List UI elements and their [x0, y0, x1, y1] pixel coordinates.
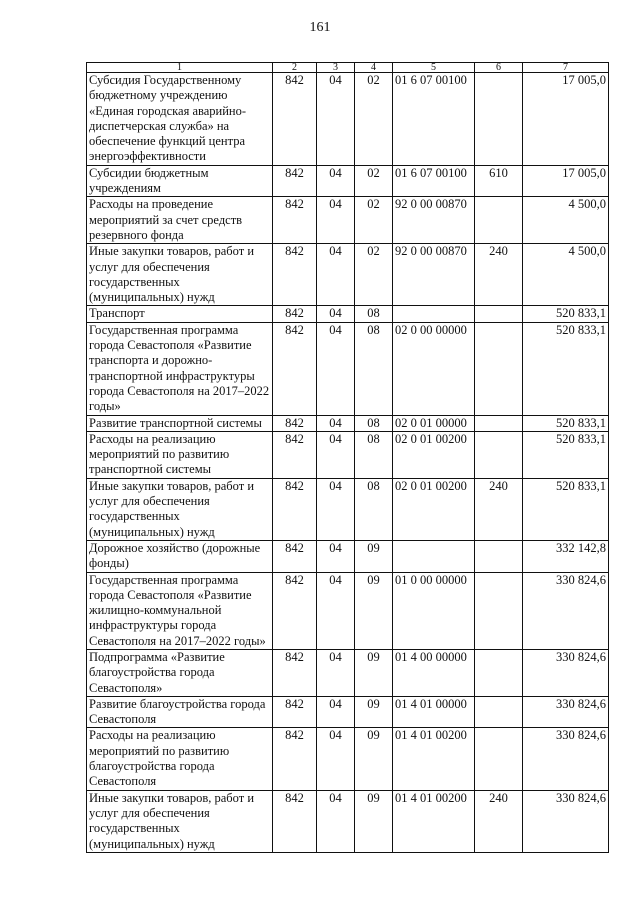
- subsection-cell: 09: [355, 790, 393, 852]
- table-row: [87, 696, 609, 728]
- section-cell: 04: [317, 696, 355, 728]
- table-row: [87, 73, 609, 166]
- admin-code-cell: 842: [273, 728, 317, 790]
- row-name-cell: Иные закупки товаров, работ и услуг для обеспечения государственных (муниципальных) нужд: [87, 790, 273, 852]
- expense-type-cell: [475, 431, 523, 478]
- expense-type-cell: [475, 73, 523, 166]
- amount-cell: 520 833,1: [523, 478, 609, 540]
- amount-cell: 4 500,0: [523, 197, 609, 244]
- subsection-cell: 09: [355, 649, 393, 696]
- section-cell: 04: [317, 306, 355, 322]
- table-row: [87, 728, 609, 790]
- amount-cell: 330 824,6: [523, 728, 609, 790]
- subsection-cell: 09: [355, 572, 393, 649]
- section-cell: 04: [317, 540, 355, 572]
- column-header: 1: [87, 63, 273, 73]
- section-cell: 04: [317, 244, 355, 306]
- expense-type-cell: [475, 415, 523, 431]
- row-name-cell: Государственная программа города Севастополя «Развитие транспорта и дорожно-транспортной инфраструктуры города Севастополя на 2017–2022 годы»: [87, 322, 273, 415]
- column-header: 7: [523, 63, 609, 73]
- row-name-cell: Дорожное хозяйство (дорожные фонды): [87, 540, 273, 572]
- section-cell: 04: [317, 415, 355, 431]
- expense-type-cell: [475, 197, 523, 244]
- amount-cell: 17 005,0: [523, 73, 609, 166]
- table-header-row: [87, 63, 609, 73]
- expense-type-cell: [475, 540, 523, 572]
- expense-type-cell: 610: [475, 165, 523, 197]
- target-article-cell: 92 0 00 00870: [393, 244, 475, 306]
- target-article-cell: 02 0 01 00200: [393, 478, 475, 540]
- expense-type-cell: [475, 322, 523, 415]
- column-header: 4: [355, 63, 393, 73]
- admin-code-cell: 842: [273, 306, 317, 322]
- amount-cell: 330 824,6: [523, 649, 609, 696]
- subsection-cell: 08: [355, 306, 393, 322]
- budget-table: [86, 62, 609, 853]
- table-row: [87, 415, 609, 431]
- admin-code-cell: 842: [273, 415, 317, 431]
- expense-type-cell: 240: [475, 478, 523, 540]
- target-article-cell: 02 0 00 00000: [393, 322, 475, 415]
- expense-type-cell: [475, 572, 523, 649]
- table-row: [87, 431, 609, 478]
- target-article-cell: 01 4 01 00200: [393, 728, 475, 790]
- target-article-cell: 01 6 07 00100: [393, 73, 475, 166]
- subsection-cell: 08: [355, 431, 393, 478]
- admin-code-cell: 842: [273, 572, 317, 649]
- table-row: [87, 649, 609, 696]
- section-cell: 04: [317, 728, 355, 790]
- admin-code-cell: 842: [273, 197, 317, 244]
- row-name-cell: Развитие благоустройства города Севастополя: [87, 696, 273, 728]
- subsection-cell: 02: [355, 73, 393, 166]
- row-name-cell: Иные закупки товаров, работ и услуг для обеспечения государственных (муниципальных) нужд: [87, 244, 273, 306]
- admin-code-cell: 842: [273, 478, 317, 540]
- row-name-cell: Субсидия Государственному бюджетному учреждению «Единая городская аварийно-диспетчерская служба» на обеспечение функций центра энергоэффективности: [87, 73, 273, 166]
- amount-cell: 4 500,0: [523, 244, 609, 306]
- expense-type-cell: 240: [475, 244, 523, 306]
- subsection-cell: 09: [355, 696, 393, 728]
- admin-code-cell: 842: [273, 73, 317, 166]
- target-article-cell: 02 0 01 00000: [393, 415, 475, 431]
- amount-cell: 520 833,1: [523, 322, 609, 415]
- admin-code-cell: 842: [273, 244, 317, 306]
- row-name-cell: Развитие транспортной системы: [87, 415, 273, 431]
- section-cell: 04: [317, 649, 355, 696]
- expense-type-cell: [475, 306, 523, 322]
- admin-code-cell: 842: [273, 649, 317, 696]
- row-name-cell: Государственная программа города Севастополя «Развитие жилищно-коммунальной инфраструктуры города Севастополя на 2017–2022 годы»: [87, 572, 273, 649]
- section-cell: 04: [317, 572, 355, 649]
- section-cell: 04: [317, 790, 355, 852]
- subsection-cell: 09: [355, 540, 393, 572]
- amount-cell: 330 824,6: [523, 790, 609, 852]
- table-row: [87, 540, 609, 572]
- target-article-cell: 92 0 00 00870: [393, 197, 475, 244]
- section-cell: 04: [317, 478, 355, 540]
- amount-cell: 520 833,1: [523, 306, 609, 322]
- table-row: [87, 790, 609, 852]
- row-name-cell: Расходы на реализацию мероприятий по развитию благоустройства города Севастополя: [87, 728, 273, 790]
- expense-type-cell: [475, 696, 523, 728]
- expense-type-cell: [475, 649, 523, 696]
- target-article-cell: 01 4 00 00000: [393, 649, 475, 696]
- subsection-cell: 08: [355, 322, 393, 415]
- table-row: [87, 244, 609, 306]
- target-article-cell: 01 4 01 00000: [393, 696, 475, 728]
- column-header: 3: [317, 63, 355, 73]
- table-row: [87, 165, 609, 197]
- subsection-cell: 02: [355, 165, 393, 197]
- target-article-cell: 01 6 07 00100: [393, 165, 475, 197]
- section-cell: 04: [317, 322, 355, 415]
- target-article-cell: 02 0 01 00200: [393, 431, 475, 478]
- admin-code-cell: 842: [273, 431, 317, 478]
- column-header: 5: [393, 63, 475, 73]
- column-header: 2: [273, 63, 317, 73]
- amount-cell: 332 142,8: [523, 540, 609, 572]
- amount-cell: 520 833,1: [523, 415, 609, 431]
- row-name-cell: Расходы на реализацию мероприятий по развитию транспортной системы: [87, 431, 273, 478]
- page-number: 161: [309, 20, 331, 35]
- row-name-cell: Иные закупки товаров, работ и услуг для обеспечения государственных (муниципальных) нужд: [87, 478, 273, 540]
- row-name-cell: Расходы на проведение мероприятий за счет средств резервного фонда: [87, 197, 273, 244]
- amount-cell: 330 824,6: [523, 696, 609, 728]
- admin-code-cell: 842: [273, 165, 317, 197]
- subsection-cell: 09: [355, 728, 393, 790]
- target-article-cell: [393, 306, 475, 322]
- section-cell: 04: [317, 197, 355, 244]
- subsection-cell: 02: [355, 197, 393, 244]
- section-cell: 04: [317, 165, 355, 197]
- target-article-cell: [393, 540, 475, 572]
- section-cell: 04: [317, 73, 355, 166]
- admin-code-cell: 842: [273, 696, 317, 728]
- table-row: [87, 322, 609, 415]
- column-header: 6: [475, 63, 523, 73]
- expense-type-cell: [475, 728, 523, 790]
- expense-type-cell: 240: [475, 790, 523, 852]
- row-name-cell: Подпрограмма «Развитие благоустройства города Севастополя»: [87, 649, 273, 696]
- table-row: [87, 197, 609, 244]
- amount-cell: 520 833,1: [523, 431, 609, 478]
- target-article-cell: 01 4 01 00200: [393, 790, 475, 852]
- table-row: [87, 478, 609, 540]
- section-cell: 04: [317, 431, 355, 478]
- admin-code-cell: 842: [273, 790, 317, 852]
- target-article-cell: 01 0 00 00000: [393, 572, 475, 649]
- row-name-cell: Субсидии бюджетным учреждениям: [87, 165, 273, 197]
- table-row: [87, 306, 609, 322]
- admin-code-cell: 842: [273, 322, 317, 415]
- subsection-cell: 08: [355, 415, 393, 431]
- subsection-cell: 02: [355, 244, 393, 306]
- admin-code-cell: 842: [273, 540, 317, 572]
- table-row: [87, 572, 609, 649]
- amount-cell: 17 005,0: [523, 165, 609, 197]
- amount-cell: 330 824,6: [523, 572, 609, 649]
- subsection-cell: 08: [355, 478, 393, 540]
- row-name-cell: Транспорт: [87, 306, 273, 322]
